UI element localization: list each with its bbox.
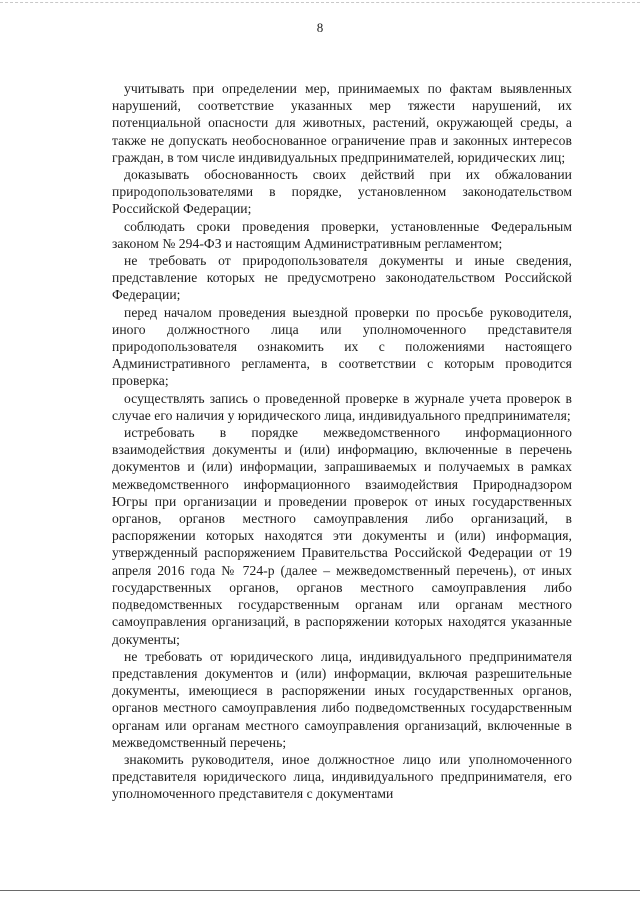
paragraph: не требовать от юридического лица, индивидуального предпринимателя представления документов и (или) информации, включая разрешительные документы, имеющиеся в распоряжении иных государственных органов, органов местного самоуправления либо подведомственных государственным органам или органам местного самоуправления организаций, включенные в межведомственный перечень;: [112, 648, 572, 750]
paragraph: истребовать в порядке межведомственного информационного взаимодействия документы и (или) информацию, включенные в перечень документов и (или) информации, запрашиваемых и получаемых в рамках межведомственного информационного взаимодействия Природнадзором Югры при организации и проведении проверок от иных государственных органов, органов местного самоуправления либо организаций, в распоряжении которых находятся эти документы и (или) информация, утвержденный распоряжением Правительства Российской Федерации от 19 апреля 2016 года № 724-р (далее – межведомственный перечень), от иных государственных органов, органов местного самоуправления либо подведомственных государственным органам или органам местного самоуправления организаций, в распоряжении которых находятся указанные документы;: [112, 425, 572, 647]
scan-bottom-edge: [0, 890, 640, 891]
document-body: [112, 80, 572, 803]
paragraph: перед началом проведения выездной проверки по просьбе руководителя, иного должностного лица или уполномоченного представителя природопользователя ознакомить их с положениями настоящего Административного регламента, в соответствии с которым проводится проверка;: [112, 304, 572, 389]
paragraph: доказывать обоснованность своих действий при их обжаловании природопользователями в порядке, установленном законодательством Российской Федерации;: [112, 167, 572, 217]
page-number: 8: [316, 20, 324, 35]
paragraph: соблюдать сроки проведения проверки, установленные Федеральным законом № 294-ФЗ и настоящим Административным регламентом;: [112, 218, 572, 251]
paragraph: не требовать от природопользователя документы и иные сведения, представление которых не предусмотрено законодательством Российской Федерации;: [112, 253, 572, 303]
paragraph: осуществлять запись о проведенной проверке в журнале учета проверок в случае его наличия у юридического лица, индивидуального предпринимателя;: [112, 390, 572, 423]
paragraph: учитывать при определении мер, принимаемых по фактам выявленных нарушений, соответствие указанных мер тяжести нарушений, их потенциальной опасности для животных, растений, окружающей среды, а также не допускать необоснованное ограничение прав и законных интересов граждан, в том числе индивидуальных предпринимателей, юридических лиц;: [112, 81, 572, 165]
paragraph: знакомить руководителя, иное должностное лицо или уполномоченного представителя юридического лица, индивидуального предпринимателя, его уполномоченного представителя с документами: [112, 751, 572, 802]
scan-top-edge: [0, 2, 640, 5]
